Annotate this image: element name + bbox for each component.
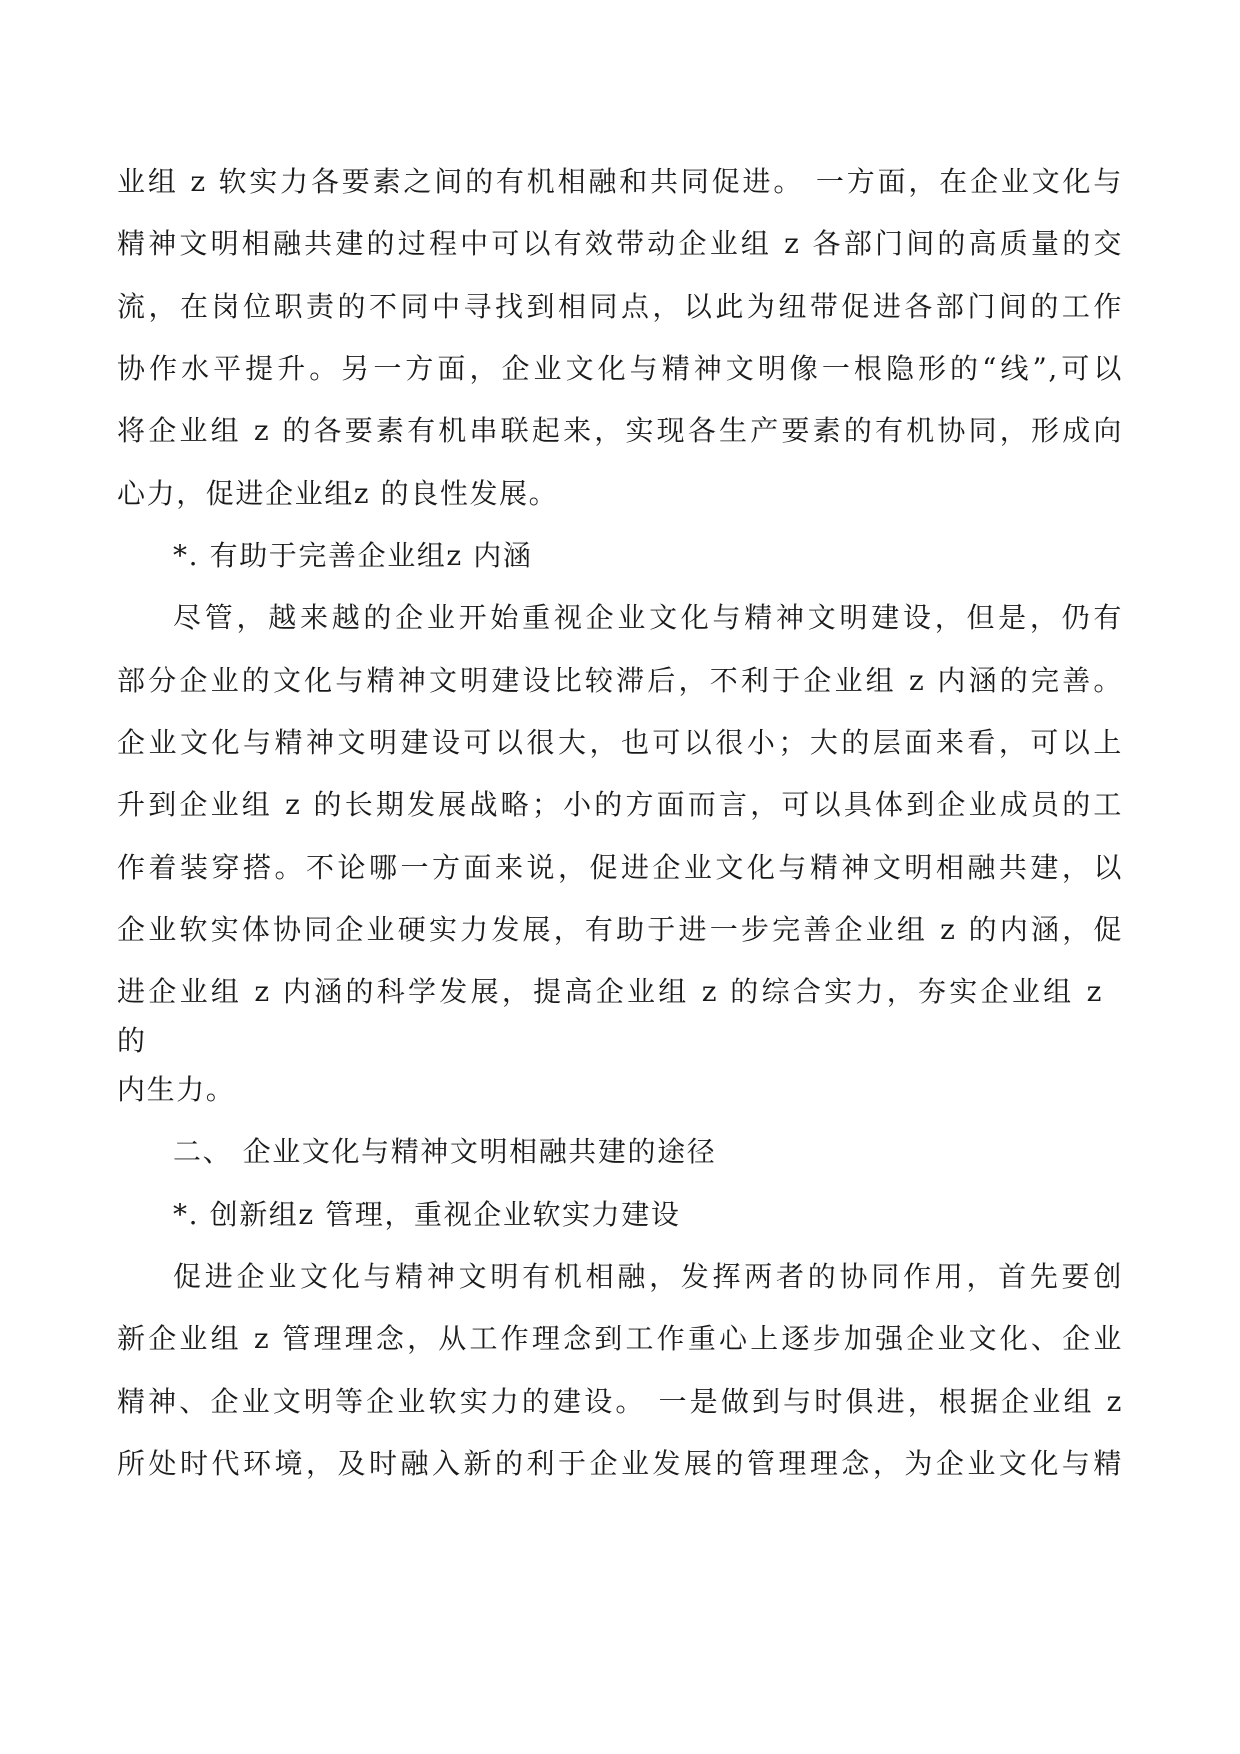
text-line: 促进企业文化与精神文明有机相融，发挥两者的协同作用，首先要创 [173, 1260, 1123, 1293]
chapter-heading: 二、 企业文化与精神文明相融共建的途径 [173, 1135, 717, 1168]
text-line: 业组 z 软实力各要素之间的有机相融和共同促进。 一方面，在企业文化与 [117, 165, 1123, 198]
text-line: 新企业组 z 管理理念，从工作理念到工作重心上逐步加强企业文化、企业 [117, 1322, 1123, 1355]
text-line: 进企业组 z 内涵的科学发展，提高企业组 z 的综合实力，夯实企业组 z [117, 975, 1103, 1008]
text-line: 尽管，越来越的企业开始重视企业文化与精神文明建设，但是，仍有 [173, 601, 1123, 634]
text-line: 精神、企业文明等企业软实力的建设。 一是做到与时俱进，根据企业组 z [117, 1385, 1123, 1418]
text-line: 的 [117, 1024, 147, 1057]
section-heading: *. 创新组z 管理，重视企业软实力建设 [173, 1198, 681, 1231]
text-line: 企业软实体协同企业硬实力发展，有助于进一步完善企业组 z 的内涵，促 [117, 913, 1123, 946]
text-line: 企业文化与精神文明建设可以很大，也可以很小；大的层面来看，可以上 [117, 726, 1123, 759]
text-line: 部分企业的文化与精神文明建设比较滞后，不利于企业组 z 内涵的完善。 [117, 664, 1123, 697]
text-line: 内生力。 [117, 1073, 236, 1106]
text-line: 作着装穿搭。不论哪一方面来说，促进企业文化与精神文明相融共建，以 [117, 851, 1123, 884]
text-line: 所处时代环境，及时融入新的利于企业发展的管理理念，为企业文化与精 [117, 1447, 1123, 1480]
text-line: 将企业组 z 的各要素有机串联起来，实现各生产要素的有机协同，形成向 [117, 414, 1123, 447]
text-line: 流，在岗位职责的不同中寻找到相同点，以此为纽带促进各部门间的工作 [117, 290, 1123, 323]
text-line: 精神文明相融共建的过程中可以有效带动企业组 z 各部门间的高质量的交 [117, 227, 1123, 260]
text-line: 心力，促进企业组z 的良性发展。 [117, 477, 559, 510]
text-line: 升到企业组 z 的长期发展战略；小的方面而言，可以具体到企业成员的工 [117, 788, 1123, 821]
text-line: 协作水平提升。另一方面，企业文化与精神文明像一根隐形的“线”,可以 [117, 352, 1123, 385]
section-heading: *. 有助于完善企业组z 内涵 [173, 539, 533, 572]
